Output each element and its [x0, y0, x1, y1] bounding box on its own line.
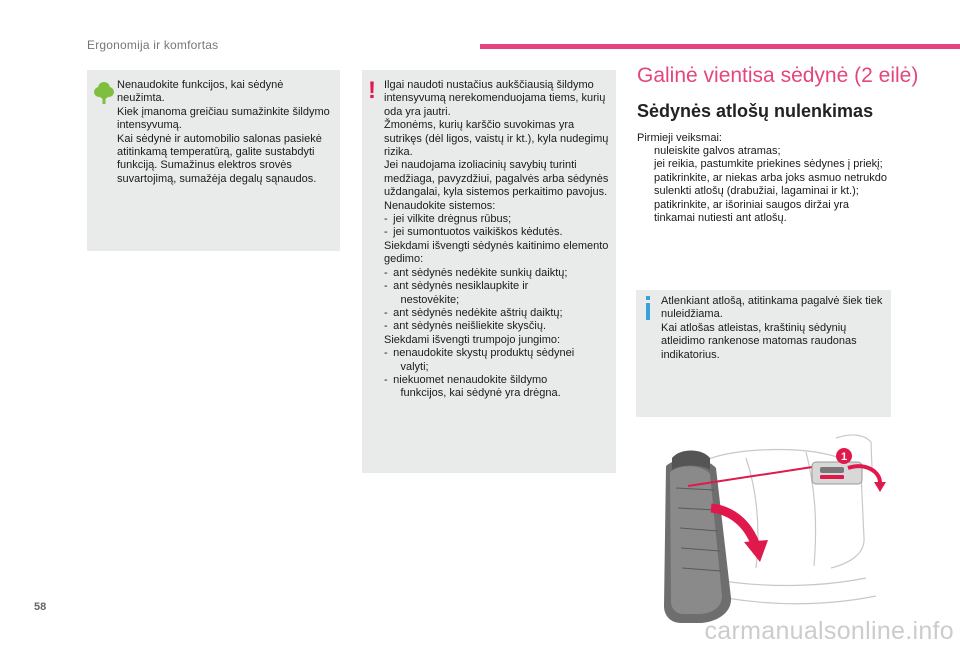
list-item: nuleiskite galvos atramas; [654, 145, 781, 157]
exclamation-icon: ! [368, 77, 376, 104]
warning-text: Ilgai naudoti nustačius aukščiausią šildymo intensyvumą nerekomenduojama tiems, kurių oda yra jautri. Žmonėms, kurių karščio suvokimas yra sutrikęs (dėl ligos, vaistų ir kt.), kyla nudegimų rizika. Jei naudojama izoliacinių savybių turinti medžiaga, pavyzdžiui, pagalvės arba sėdynės uždangalai, kyla sistemos perkaitimo pavojus. Nenaudokite sistemos: - jei vilkite drėgnus rūbus; - jei sumontuotos vaikiškos kėdutės. Siekdami išvengti sėdynės kaitinimo elemento gedimo: - ant sėdynės nedėkite sunkių daiktų; - ant sėdynės nesiklaupkite ir nestovėkite; - ant sėdynės nedėkite aštrių daiktų; - ant sėdynės neišliekite skysčių. Siekdami išvengti trumpojo jungimo: - nenaudokite skystų produktų sėdynei valyti; - niekuomet nenaudokite šildymo funkcijos, kai sėdynė yra drėgna. [384, 79, 609, 400]
intro-text: Pirmieji veiksmai: [637, 132, 722, 144]
sub-title: Sėdynės atlošų nulenkimas [637, 101, 874, 121]
warning-box [362, 70, 616, 473]
watermark: carmanualsonline.info [704, 617, 954, 645]
info-text: Atlenkiant atlošą, atitinkama pagalvė šiek tiek nuleidžiama. Kai atlošas atleistas, kraštinių sėdynių atleidimo rankenose matomas raudonas indikatorius. [661, 295, 883, 361]
fold-arrow-head-icon [744, 540, 768, 562]
list-item: jei reikia, pastumkite priekines sėdynes į priekį; [654, 158, 883, 171]
tree-icon [94, 80, 114, 104]
handle-arrow-head-icon [874, 482, 886, 492]
info-box [636, 290, 891, 417]
info-icon [643, 296, 653, 320]
callout-number: 1 [840, 451, 848, 463]
header-accent-bar [480, 44, 960, 49]
header-section-label: Ergonomija ir komfortas [87, 38, 219, 52]
eco-tip-text: Nenaudokite funkcijos, kai sėdynė neužimta. Kiek įmanoma greičiau sumažinkite šildymo intensyvumą. Kai sėdynė ir automobilio salonas pasiekė atitinkamą temperatūrą, galite sustabdyti funkciją. Sumažinus elektros srovės suvartojimą, sumažėja degalų sąnaudos. [117, 79, 330, 185]
list-item: patikrinkite, ar niekas arba joks asmuo netrukdo sulenkti atlošų (drabužiai, lagaminai ir kt.); [654, 171, 887, 198]
folded-seat-back [664, 451, 731, 624]
steps-list [637, 145, 887, 225]
rear-seat-folding-illustration [636, 428, 891, 628]
list-item: patikrinkite, ar išoriniai saugos diržai yra tinkamai nutiesti ant atlošų. [654, 198, 850, 225]
eco-tip-box [87, 70, 340, 251]
section-title: Galinė vientisa sėdynė (2 eilė) [637, 64, 919, 87]
page-number: 58 [34, 601, 47, 613]
